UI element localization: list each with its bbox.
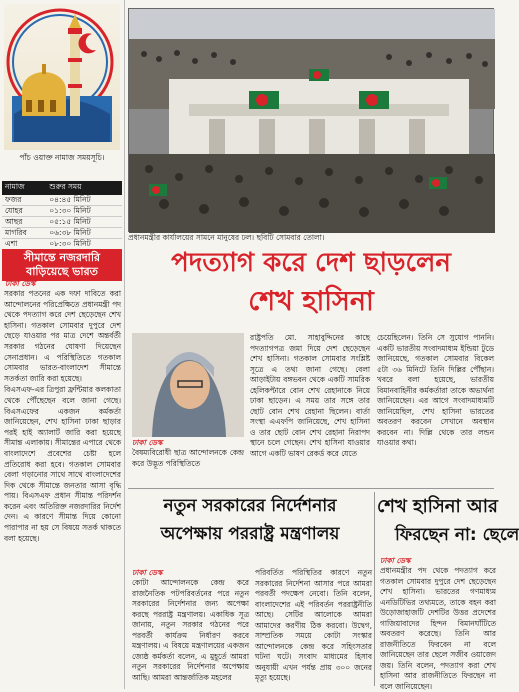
ministry-article-col2: পরিবর্তিত পরিস্থিতির কারণে নতুন সরকারের নির্দেশনা আসার পরে আমরা পরবর্তী পদক্ষেপ নেবো। তিনি বলেন, বাংলাদেশের এই পরিবর্তন পররাষ্ট্রনীতি আছে। সেটির আলোকে আমরা আমাদের করণীয় ঠিক করবো। উদ্বেগ, সাম্প্রতিক সময়ে কোটা সংস্কার আন্দোলনকে কেন্দ্র করে সহিংসতার ঘটনা ঘটে। সংবাদ মাধ্যমের হিসাব অনুযায়ী এখন পর্যন্ত প্রায় ৩০০ জনের মৃত্যু হয়েছে। — [255, 568, 372, 682]
return-desk-label: ঢাকা ডেস্ক — [380, 556, 411, 565]
hasina-portrait — [132, 333, 244, 437]
portrait-image — [132, 333, 244, 437]
border-paragraph: সরকার পতনের এক দফা দাবিতে করা আন্দোলনের পরিপ্রেক্ষিতে প্রধানমন্ত্রী পদ থেকে পদত্যাগ করে দেশ ছেড়েছেন শেখ হাসিনা। গতকাল সোমবার দুপুরে দেশ ছেড়ে যাওয়ার পর মাত্র দেশে অন্তর্বর্তী সরকার গঠনের ঘোষণা দিয়েছেন সেনাপ্রধান। এ পরিস্থিতিতে গতকাল সোমবার ভারত-বাংলাদেশ সীমান্তে সতর্কতা জারি করা হয়েছে। — [4, 289, 121, 383]
border-article-body — [4, 289, 121, 685]
ministry-desk-label: ঢাকা ডেস্ক — [132, 568, 163, 577]
prayer-time: ০৪:৪৫ মিনিট — [46, 195, 122, 206]
return-headline[interactable] — [377, 493, 519, 551]
main-desk-label: ঢাকা ডেস্ক — [132, 438, 163, 447]
return-headline-line1: শেখ হাসিনা আর — [377, 496, 498, 517]
mosque-logo — [4, 4, 120, 150]
main-headline[interactable] — [128, 245, 494, 331]
return-headline-line2: ফিরছেন না: ছেলে — [395, 525, 519, 545]
main-article-col1: রাষ্ট্রপতি মো. সাহাবুদ্দিনের কাছে পদত্যাগপত্র জমা দিয়ে দেশ ছেড়েছেন শেখ হাসিনা। গতকাল সোমবার সংশ্লিষ্ট সূত্রে এ তথ্য জানা গেছে। বেলা আড়াইটায় বঙ্গভবন থেকে একটি সামরিক হেলিকপ্টারে বোন শেখ রেহানাকে নিয়ে ঢাকা ছাড়েন। এ সময় তার সঙ্গে তার ছোট বোন শেখ রেহানা ছিলেন। বার্তা সংস্থা এএফপি জানিয়েছে, শেখ হাসিনা ও তার ছোট বোন শেখ রেহানা নিরাপদ স্থানে চলে গেছেন। শেখ হাসিনা যাওয়ার আগে একটি ভাষণ রেকর্ড করে যেতে — [250, 333, 370, 458]
ministry-headline[interactable] — [128, 493, 372, 567]
table-row — [2, 217, 122, 228]
border-headline[interactable] — [2, 249, 122, 281]
prayer-name: আছর — [2, 217, 46, 228]
main-article-col0: বৈষম্যবিরোধী ছাত্র আন্দোলনকে কেন্দ্র করে উদ্ভূত পরিস্থিতিতে — [132, 448, 244, 468]
ministry-article-col1: কোটা আন্দোলনকে কেন্দ্র করে রাজনৈতিক পটপরিবর্তনের পরে নতুন সরকারের নির্দেশনার জন্য অপেক্ষা করছে পররাষ্ট্র মন্ত্রণালয়। একাধিক সূত্র জানায়, নতুন সরকার গঠনের পরে পরবর্তী কার্যক্রম নির্ধারণ করবে মন্ত্রণালয়। এ বিষয়ে মন্ত্রণালয়ের একজন জ্যেষ্ঠ কর্মকর্তা বলেন, এ মুহূর্তে আমরা নতুন সরকারের নির্দেশনার অপেক্ষায় আছি। আমরা আন্তর্জাতিক মহলের — [132, 578, 249, 682]
prayer-table-header — [2, 181, 122, 195]
table-row — [2, 239, 122, 250]
mosque-icon — [4, 4, 120, 150]
prayer-header-name: নামাজ — [2, 181, 46, 195]
main-headline-line1: পদত্যাগ করে দেশ ছাড়লেন — [171, 248, 451, 278]
ministry-headline-line2: অপেক্ষায় পররাষ্ট্র মন্ত্রণালয় — [160, 524, 340, 544]
photo-caption: প্রধানমন্ত্রীর কার্যালয়ের সামনে মানুষের ঢল। ছবিটি সোমবার তোলা। — [128, 233, 325, 242]
prayer-name: যোহর — [2, 206, 46, 217]
crowd-photo — [128, 8, 494, 232]
ministry-headline-line1: নতুন সরকারের নির্দেশনার — [163, 496, 337, 516]
crowd-photo-image — [129, 9, 495, 233]
border-paragraph: বিএসএফ-এর ত্রিপুরা ফ্রন্টিয়ার কলকাতা থেকে পৌঁছেছেন বলে জানা গেছে। বিএসএফের একজন কর্মকর্তা জানিয়েছেন, শেখ হাসিনা ঢাকা ছাড়ার পরই হাই অ্যালার্ট জারি করা হয়েছে সীমান্ত এলাকায়। সীমান্তের এপারে থেকে বাংলাদেশে প্রবেশের চেষ্টা হলে প্রতিরোধ করা হবে। গতকাল সোমবার বেলা গড়ানোর সাথে সাথে বাংলাদেশের দিক থেকে সীমান্তে জনতার আসা বৃদ্ধি পায়। বিএসএফ প্রধান সীমান্ত পরিদর্শন করেন এবং অতিরিক্ত নজরদারির নির্দেশ দেন। এ কারণে সীমান্ত দিয়ে কোনো পারাপার না হয় সে বিষয়ে সতর্ক থাকতে বলা হয়েছে। — [4, 385, 121, 543]
prayer-header-time: শুরুর সময় — [46, 181, 122, 195]
border-headline-line2: বাড়িয়েছে ভারত — [26, 265, 98, 278]
prayer-time: ০৮:৩০ মিনিট — [46, 239, 122, 250]
prayer-times-table — [2, 181, 122, 250]
return-article-body: প্রধানমন্ত্রীর পদ থেকে পদত্যাগ করে গতকাল সোমবার দুপুরে দেশ ছেড়েছেন শেখ হাসিনা। ভারতের গণমাধ্যম এনডিটিভির তথ্যমতে, তাকে বহন করা উড়োজাহাজটি দেশটির উত্তর প্রদেশের গাজিয়াবাদের হিন্দন বিমানঘাঁটিতে অবতরণ করেছে। তিনি আর রাজনীতিতে ফিরবেন না বলে জানিয়েছেন তার ছেলে সজীব ওয়াজেদ জয়। তিনি বলেন, পদত্যাগ করা শেখ হাসিনা আর রাজনীতিতে ফিরছেন না বলে জানিয়েছেন। — [380, 566, 496, 691]
prayer-time: ০৬:৩৮ মিনিট — [46, 228, 122, 239]
table-row — [2, 228, 122, 239]
border-desk-label: ঢাকা ডেস্ক — [5, 279, 36, 288]
prayer-name: মাগরিব — [2, 228, 46, 239]
prayer-time: ০৫:১৫ মিনিট — [46, 217, 122, 228]
main-headline-line2: শেখ হাসিনা — [248, 286, 374, 317]
divider — [128, 488, 494, 489]
prayer-name: ফজর — [2, 195, 46, 206]
divider — [374, 492, 375, 686]
table-row — [2, 206, 122, 217]
prayer-name: এশা — [2, 239, 46, 250]
prayer-caption: পাঁচ ওয়াক্ত নামাজ সময়সূচি। — [19, 153, 105, 162]
prayer-time: ০১:৩০ মিনিট — [46, 206, 122, 217]
main-article-col2: চেয়েছিলেন। তিনি সে সুযোগ পাননি। একটি ভারতীয় সংবাদমাধ্যম ইন্ডিয়া টুডে জানিয়েছে, গতকাল সোমবার বিকেল ৫টা ৩৬ মিনিটে তিনি দিল্লির পৌঁছান। খবরে বলা হয়েছে, ভারতীয় বিমানবাহিনীর কর্মকর্তারা তাকে অভ্যর্থনা জানিয়েছেন। এর আগে সংবাদমাধ্যমটি জানিয়েছিল, শেখ হাসিনা ভারতের অবতরণ করবেন সেখানে অবস্থান করবেন না। দিল্লি থেকে তার লন্ডন যাওয়ার কথা। — [377, 333, 494, 447]
table-row — [2, 195, 122, 206]
border-headline-line1: সীমান্তে নজরদারি — [23, 251, 101, 264]
